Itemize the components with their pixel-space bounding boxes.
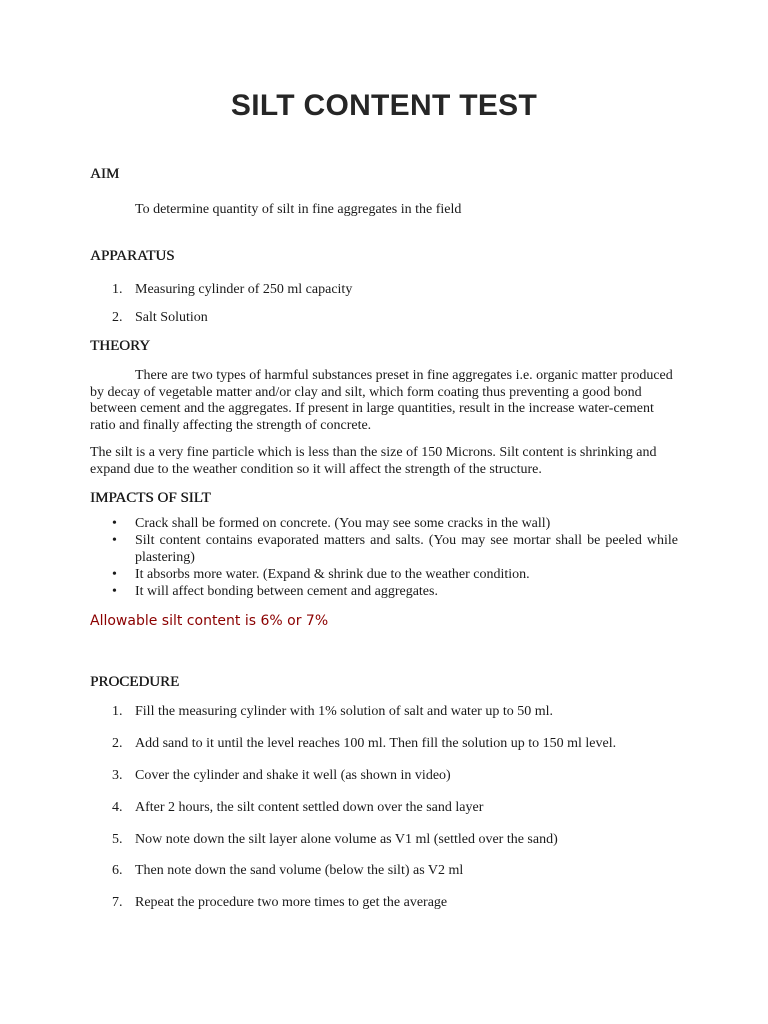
step-text: Fill the measuring cylinder with 1% solution of salt and water up to 50 ml.: [135, 704, 553, 719]
step-number: 2.: [112, 736, 123, 751]
step-number: 4.: [112, 800, 123, 815]
allowable-silt-note: Allowable silt content is 6% or 7%: [90, 613, 329, 629]
aim-heading: AIM: [90, 166, 120, 182]
step-text: Repeat the procedure two more times to get the average: [135, 895, 448, 910]
bullet-icon: •: [112, 583, 117, 599]
step-number: 3.: [112, 768, 123, 783]
step-number: 6.: [112, 863, 123, 878]
procedure-heading: PROCEDURE: [90, 674, 180, 690]
item-number: 1.: [112, 282, 123, 297]
step-text: After 2 hours, the silt content settled down over the sand layer: [135, 800, 484, 815]
item-number: 2.: [112, 310, 123, 325]
list-item: • Crack shall be formed on concrete. (You may see some cracks in the wall): [112, 516, 551, 531]
step-number: 1.: [112, 704, 123, 719]
list-item: • It will affect bonding between cement and aggregates.: [112, 583, 438, 599]
theory-paragraph-1: There are two types of harmful substances preset in fine aggregates i.e. organic matter produced by decay of vegetable matter and/or clay and silt, which form coating thus preventing a good bond between cement and the aggregates. If present in large quantities, result in the increase water-cement ratio and finally affecting the strength of concrete.: [90, 368, 673, 433]
page-title: SILT CONTENT TEST: [230, 89, 538, 122]
impacts-list: [112, 516, 678, 601]
impacts-heading: IMPACTS OF SILT: [90, 490, 211, 506]
item-text: Salt Solution: [135, 310, 208, 325]
apparatus-heading: APPARATUS: [90, 248, 175, 264]
aim-text: To determine quantity of silt in fine aggregates in the field: [135, 202, 462, 217]
step-text: Now note down the silt layer alone volume as V1 ml (settled over the sand): [135, 832, 558, 847]
step-text: Add sand to it until the level reaches 100 ml. Then fill the solution up to 150 ml level.: [135, 736, 617, 751]
list-item: • It absorbs more water. (Expand & shrink due to the weather condition.: [112, 566, 530, 582]
list-item: • Silt content contains evaporated matters and salts. (You may see mortar shall be peeled while plastering): [112, 533, 678, 565]
bullet-icon: •: [112, 516, 117, 531]
bullet-icon: •: [112, 566, 117, 582]
bullet-icon: •: [112, 533, 117, 548]
step-number: 7.: [112, 895, 123, 910]
step-text: Cover the cylinder and shake it well (as shown in video): [135, 768, 451, 783]
item-text: Measuring cylinder of 250 ml capacity: [135, 282, 353, 297]
step-number: 5.: [112, 832, 123, 847]
step-text: Then note down the sand volume (below the silt) as V2 ml: [135, 863, 464, 878]
theory-paragraph-2: The silt is a very fine particle which is less than the size of 150 Microns. Silt content is shrinking and expand due to the weather condition so it will affect the strength of the structure.: [90, 445, 657, 477]
theory-heading: THEORY: [90, 338, 150, 354]
